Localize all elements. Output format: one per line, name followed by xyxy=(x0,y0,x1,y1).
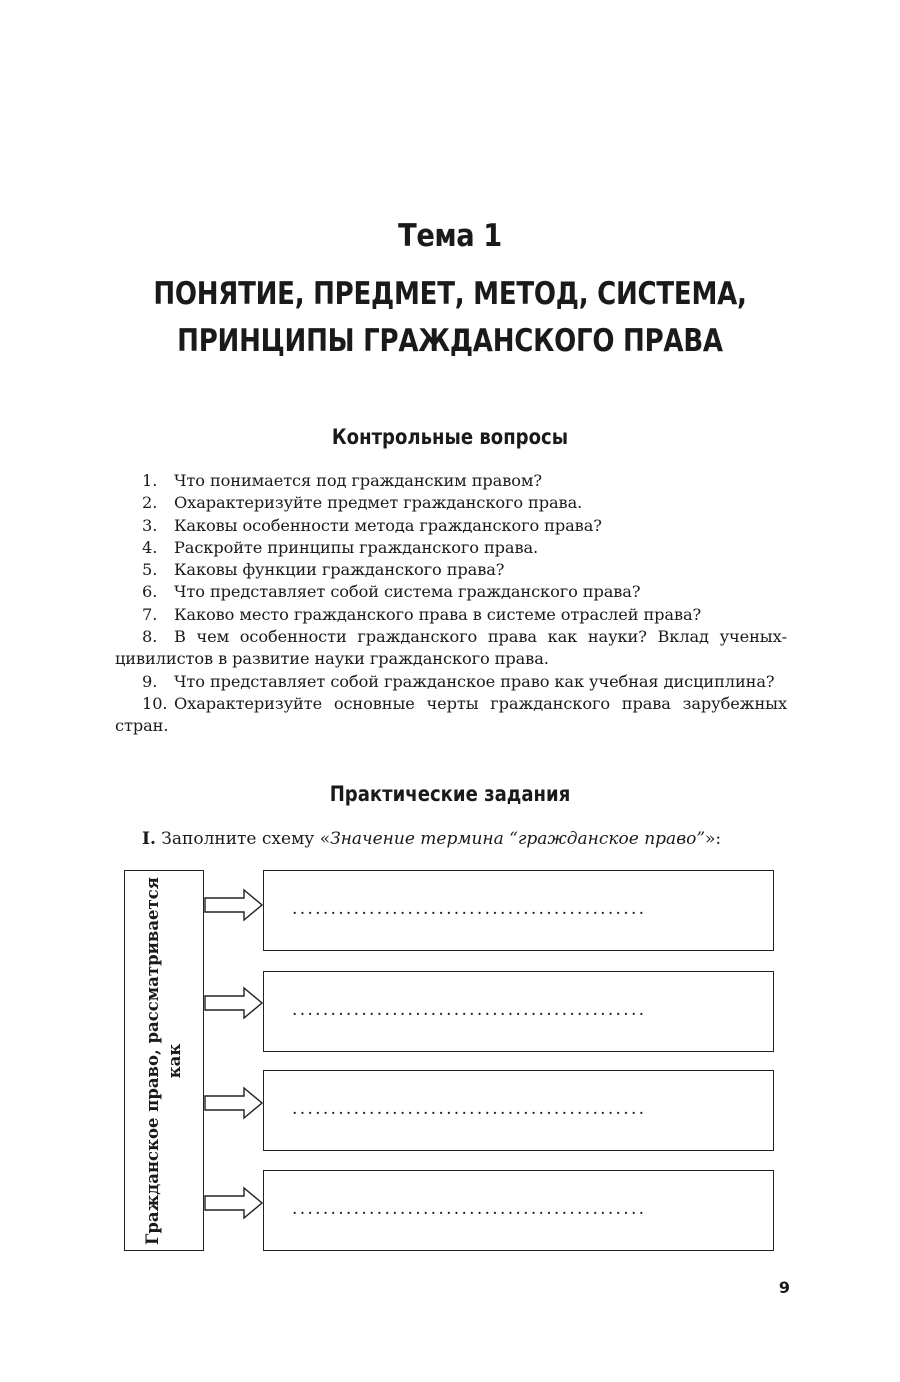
question-item xyxy=(115,671,787,693)
question-item xyxy=(115,581,787,603)
question-number: 7. xyxy=(142,604,158,624)
question-text: Что представляет собой гражданское право как учебная дисциплина? xyxy=(174,671,775,691)
question-text: Охарактеризуйте основные черты гражданского права зарубежных стран. xyxy=(115,693,787,736)
question-number: 3. xyxy=(142,515,158,535)
topic-label: Тема 1 xyxy=(398,218,502,254)
blank-dots: .............................................. xyxy=(292,1099,647,1119)
scheme-name: Значение термина “гражданское право” xyxy=(330,829,706,849)
question-number: 1. xyxy=(142,471,158,490)
diagram-source-label: Гражданское право, рассматривается как xyxy=(143,876,184,1245)
task-instruction xyxy=(142,829,792,849)
question-number: 8. xyxy=(142,627,158,647)
question-number: 9. xyxy=(142,671,158,691)
topic-title-line-2: ПРИНЦИПЫ ГРАЖДАНСКОГО ПРАВА xyxy=(177,323,723,359)
topic-title xyxy=(72,271,828,365)
topic-title-line-1: ПОНЯТИЕ, ПРЕДМЕТ, МЕТОД, СИСТЕМА, xyxy=(153,276,747,312)
question-text: Каковы особенности метода гражданского права? xyxy=(174,515,602,535)
question-text: Что представляет собой система гражданского права? xyxy=(174,582,641,602)
blank-answer-box[interactable] xyxy=(263,1070,774,1151)
question-item xyxy=(115,492,787,514)
questions-heading: Контрольные вопросы xyxy=(331,425,569,449)
question-number: 2. xyxy=(142,493,158,513)
right-arrow-icon xyxy=(204,1086,264,1120)
right-arrow-icon xyxy=(204,888,264,922)
blank-answer-box[interactable] xyxy=(263,1170,774,1251)
task-number: I. xyxy=(142,829,156,849)
diagram-source-box xyxy=(124,870,204,1251)
question-item xyxy=(115,470,787,492)
question-number: 6. xyxy=(142,582,158,602)
question-text: Каковы функции гражданского права? xyxy=(174,560,505,580)
blank-dots: .............................................. xyxy=(292,899,647,919)
right-arrow-icon xyxy=(204,1186,264,1220)
question-text: Раскройте принципы гражданского права. xyxy=(174,537,539,557)
tasks-heading: Практические задания xyxy=(329,782,571,806)
question-text: Охарактеризуйте предмет гражданского права. xyxy=(174,493,583,513)
question-number: 5. xyxy=(142,560,158,580)
questions-list xyxy=(115,470,787,738)
question-item xyxy=(115,626,787,671)
blank-answer-box[interactable] xyxy=(263,971,774,1052)
question-text: Каково место гражданского права в системе отраслей права? xyxy=(174,604,702,624)
right-arrow-icon xyxy=(204,986,264,1020)
question-item xyxy=(115,515,787,537)
question-item xyxy=(115,604,787,626)
question-number: 10. xyxy=(142,693,168,713)
blank-dots: .............................................. xyxy=(292,1199,647,1219)
task-prefix: Заполните схему « xyxy=(155,829,331,849)
question-text: Что понимается под гражданским правом? xyxy=(174,471,542,490)
question-item xyxy=(115,693,787,738)
blank-answer-box[interactable] xyxy=(263,870,774,951)
task-suffix: »: xyxy=(705,829,722,849)
question-text: В чем особенности гражданского права как науки? Вклад ученых-цивилистов в развитие науки гражданского права. xyxy=(115,627,787,669)
question-item xyxy=(115,559,787,581)
question-number: 4. xyxy=(142,537,158,557)
page-number: 9 xyxy=(778,1278,790,1297)
blank-dots: .............................................. xyxy=(292,1000,647,1020)
question-item xyxy=(115,537,787,559)
